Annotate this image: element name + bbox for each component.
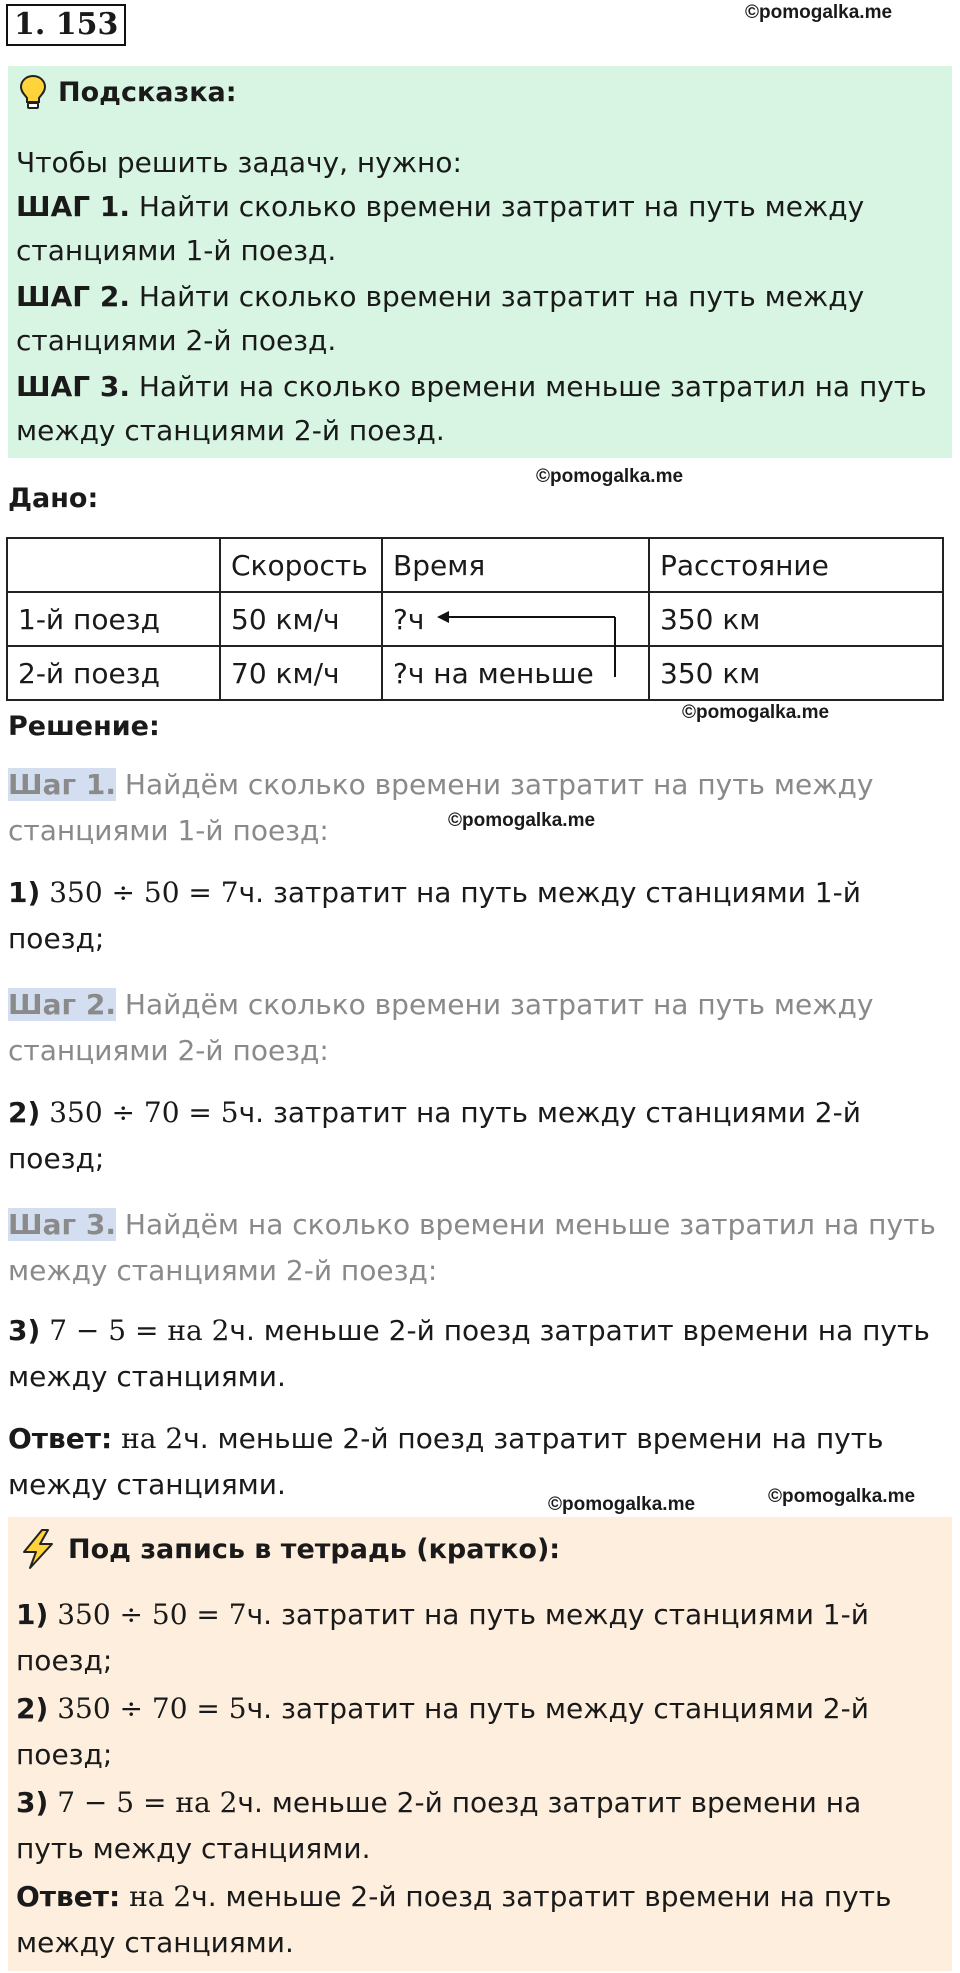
- calc-3: [8, 1308, 930, 1354]
- answer-label: Ответ:: [8, 1422, 113, 1455]
- time-value: ?ч: [393, 602, 425, 636]
- lightning-icon: [18, 1528, 58, 1570]
- notebook-line-1: [16, 1592, 869, 1638]
- table-header-cell: Время: [382, 538, 649, 592]
- calc-3-cont: между станциями.: [8, 1360, 286, 1393]
- calc-text: ч. затратит на путь между станциями 1-й: [246, 1598, 869, 1631]
- table-cell: 1-й поезд: [7, 592, 220, 646]
- answer-text: ч. меньше 2-й поезд затратит времени на путь: [183, 1422, 884, 1455]
- calc-num: 2): [16, 1692, 49, 1725]
- solution-step-2-cont: станциями 2-й поезд:: [8, 1034, 329, 1067]
- calc-expr: 350 ÷ 70 = 5: [57, 1692, 247, 1725]
- hint-step-text: Найти сколько времени затратит на путь между: [129, 190, 865, 223]
- hint-step-2-cont: станциями 2-й поезд.: [16, 324, 337, 357]
- table-cell-time: [382, 592, 649, 646]
- solution-step-3: [8, 1202, 936, 1248]
- watermark: ©pomogalka.me: [682, 702, 830, 723]
- answer-text: ч. меньше 2-й поезд затратит времени на путь: [191, 1880, 892, 1913]
- calc-2-cont: поезд;: [8, 1142, 105, 1175]
- hint-step-3: [16, 364, 927, 410]
- calc-num: 3): [16, 1786, 49, 1819]
- hint-title-text: Подсказка:: [58, 76, 237, 108]
- given-table: [6, 537, 944, 701]
- table-header-row: [7, 538, 943, 592]
- answer-expr: на 2: [112, 1422, 184, 1455]
- notebook-title-text: Под запись в тетрадь (кратко):: [68, 1533, 561, 1565]
- calc-num: 1): [8, 876, 41, 909]
- calc-1: [8, 870, 861, 916]
- calc-num: 3): [8, 1314, 41, 1347]
- solution-title: Решение:: [8, 711, 160, 742]
- hint-step-3-cont: между станциями 2-й поезд.: [16, 414, 445, 447]
- table-cell: ?ч на меньше: [382, 646, 649, 700]
- hint-step-label: ШАГ 3.: [16, 370, 130, 403]
- hint-step-text: Найти сколько времени затратит на путь между: [129, 280, 865, 313]
- hint-step-text: Найти на сколько времени меньше затратил на путь: [129, 370, 927, 403]
- task-number: 1. 153: [6, 4, 126, 46]
- table-cell: 350 км: [649, 592, 943, 646]
- hint-title: [18, 74, 237, 110]
- table-cell: 350 км: [649, 646, 943, 700]
- calc-expr: 350 ÷ 50 = 7: [57, 1598, 247, 1631]
- calc-expr: 7 − 5 = на 2: [57, 1786, 238, 1819]
- calc-text: ч. затратит на путь между станциями 2-й: [238, 1096, 861, 1129]
- calc-text: ч. затратит на путь между станциями 2-й: [246, 1692, 869, 1725]
- solution-step-1-cont: станциями 1-й поезд:: [8, 814, 329, 847]
- step-label: Шаг 1.: [8, 768, 116, 801]
- watermark: ©pomogalka.me: [745, 2, 893, 23]
- solution-step-1: [8, 762, 873, 808]
- table-cell: 70 км/ч: [220, 646, 382, 700]
- step-text: Найдём сколько времени затратит на путь между: [115, 988, 874, 1021]
- given-title: Дано:: [8, 483, 99, 514]
- calc-expr: 350 ÷ 70 = 5: [49, 1096, 239, 1129]
- notebook-line-3: [16, 1780, 861, 1826]
- solution-answer: [8, 1416, 884, 1462]
- calc-expr: 7 − 5 = на 2: [49, 1314, 230, 1347]
- calc-1-cont: поезд;: [8, 922, 105, 955]
- hint-step-label: ШАГ 1.: [16, 190, 130, 223]
- calc-text: ч. меньше 2-й поезд затратит времени на: [237, 1786, 862, 1819]
- hint-step-1: [16, 184, 864, 230]
- table-row: [7, 592, 943, 646]
- answer-label: Ответ:: [16, 1880, 121, 1913]
- calc-num: 1): [16, 1598, 49, 1631]
- solution-step-3-cont: между станциями 2-й поезд:: [8, 1254, 438, 1287]
- notebook-title: [18, 1528, 560, 1570]
- hint-step-1-cont: станциями 1-й поезд.: [16, 234, 337, 267]
- table-header-cell: [7, 538, 220, 592]
- solution-step-2: [8, 982, 873, 1028]
- table-cell: 50 км/ч: [220, 592, 382, 646]
- table-cell: 2-й поезд: [7, 646, 220, 700]
- watermark: ©pomogalka.me: [768, 1486, 916, 1507]
- notebook-line-3-cont: путь между станциями.: [16, 1832, 371, 1865]
- calc-2: [8, 1090, 861, 1136]
- hint-intro: Чтобы решить задачу, нужно:: [16, 146, 462, 179]
- notebook-answer: [16, 1874, 892, 1920]
- calc-text: ч. затратит на путь между станциями 1-й: [238, 876, 861, 909]
- calc-num: 2): [8, 1096, 41, 1129]
- step-text: Найдём на сколько времени меньше затратил на путь: [115, 1208, 936, 1241]
- hint-step-2: [16, 274, 864, 320]
- watermark: ©pomogalka.me: [548, 1494, 696, 1515]
- table-header-cell: Скорость: [220, 538, 382, 592]
- notebook-line-1-cont: поезд;: [16, 1644, 113, 1677]
- table-header-cell: Расстояние: [649, 538, 943, 592]
- notebook-line-2: [16, 1686, 869, 1732]
- lightbulb-icon: [18, 74, 48, 110]
- calc-expr: 350 ÷ 50 = 7: [49, 876, 239, 909]
- hint-step-label: ШАГ 2.: [16, 280, 130, 313]
- solution-answer-cont: между станциями.: [8, 1468, 286, 1501]
- calc-text: ч. меньше 2-й поезд затратит времени на путь: [229, 1314, 930, 1347]
- notebook-line-2-cont: поезд;: [16, 1738, 113, 1771]
- notebook-answer-cont: между станциями.: [16, 1926, 294, 1959]
- step-label: Шаг 3.: [8, 1208, 116, 1241]
- watermark: ©pomogalka.me: [536, 466, 684, 487]
- answer-expr: на 2: [120, 1880, 192, 1913]
- step-label: Шаг 2.: [8, 988, 116, 1021]
- watermark: ©pomogalka.me: [448, 810, 596, 831]
- comparison-arrow-icon: [435, 607, 625, 677]
- step-text: Найдём сколько времени затратит на путь между: [115, 768, 874, 801]
